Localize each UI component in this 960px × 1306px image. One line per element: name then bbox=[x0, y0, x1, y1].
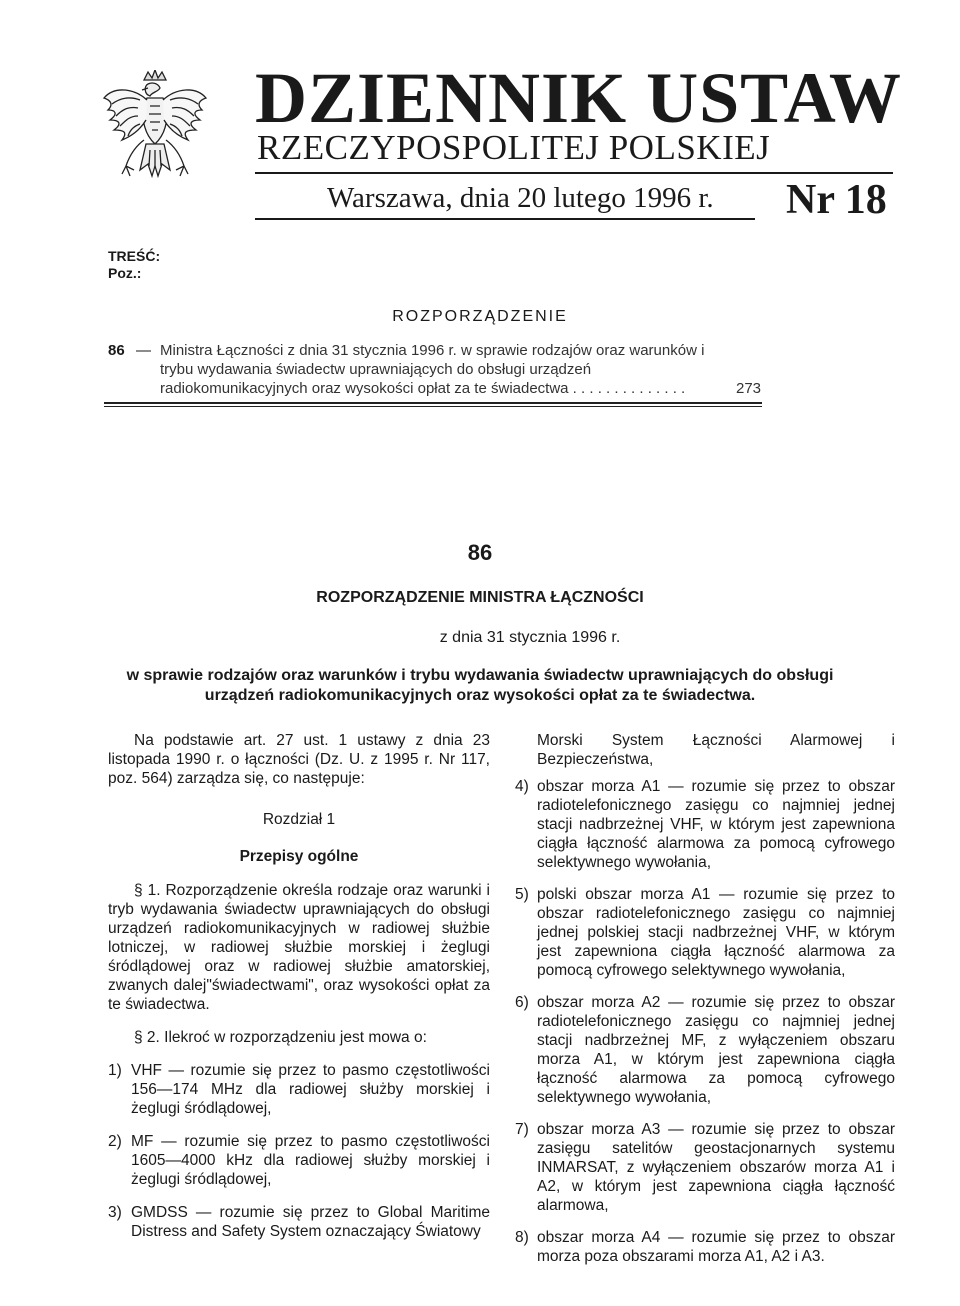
contents-rule-thin bbox=[104, 406, 762, 407]
definition-number: 4) bbox=[515, 778, 529, 795]
act-title: ROZPORZĄDZENIE MINISTRA ŁĄCZNOŚCI bbox=[316, 589, 644, 606]
definition-number: 8) bbox=[515, 1229, 529, 1246]
left-column bbox=[108, 731, 490, 1241]
contents-entry-text: Ministra Łączności z dnia 31 stycznia 1996 r. w sprawie rodzajów oraz warunków i trybu wydawania świadectw uprawniających do obsługi urządzeń radiokomunikacyjnych oraz wysokości opłat za te świadectwa . . . . . . . . . . . . . . bbox=[160, 342, 705, 397]
definition-number: 7) bbox=[515, 1121, 529, 1138]
definition-number: 6) bbox=[515, 994, 529, 1011]
definition-continuation: Morski System Łączności Alarmowej i Bezpieczeństwa, bbox=[537, 732, 895, 768]
date-rule bbox=[255, 218, 755, 220]
chapter-number: Rozdział 1 bbox=[262, 811, 336, 828]
definition-text: obszar morza A1 — rozumie się przez to obszar radiotelefonicznego zasięgu co najmniej jednej stacji nadbrzeżnej VHF, w którym jest zapewniona ciągła łączność alarmowa za pomocą cyfrowego selektywnego wywołania, bbox=[537, 778, 895, 871]
definition-item bbox=[515, 1228, 895, 1266]
definition-number: 2) bbox=[108, 1133, 122, 1150]
issue-number: Nr 18 bbox=[786, 177, 887, 223]
definition-text: MF — rozumie się przez to pasmo częstotliwości 1605—4000 kHz dla radiowej służby morskiej i żeglugi śródlądowej, bbox=[131, 1133, 490, 1188]
right-column bbox=[515, 731, 895, 1266]
definition-item bbox=[515, 777, 895, 872]
masthead-rule bbox=[255, 172, 893, 174]
act-subject: w sprawie rodzajów oraz warunków i trybu wydawania świadectw uprawniających do obsługi urządzeń radiokomunikacyjnych oraz wysokości opłat za te świadectwa. bbox=[126, 667, 834, 704]
preamble: Na podstawie art. 27 ust. 1 ustawy z dnia 23 listopada 1990 r. o łączności (Dz. U. z 1995 r. Nr 117, poz. 564) zarządza się, co następuje: bbox=[108, 732, 490, 787]
contents-poz-label: Poz.: bbox=[108, 265, 142, 281]
definition-number: 3) bbox=[108, 1204, 122, 1221]
contents-heading: TREŚĆ: bbox=[108, 248, 161, 264]
definition-text: obszar morza A3 — rozumie się przez to obszar zasięgu satelitów geostacjonarnych systemu INMARSAT, z wyłączeniem obszarów morza A1 i A2, w którym jest zapewniona ciągła łączność alarmowa, bbox=[537, 1121, 895, 1214]
journal-subtitle: RZECZYPOSPOLITEJ POLSKIEJ bbox=[257, 128, 771, 167]
journal-title: DZIENNIK USTAW bbox=[255, 58, 902, 138]
act-number: 86 bbox=[467, 540, 493, 565]
chapter-title: Przepisy ogólne bbox=[239, 848, 359, 865]
contents-entry-dash: — bbox=[136, 342, 151, 359]
definition-text: GMDSS — rozumie się przez to Global Maritime Distress and Safety System oznaczający Światowy bbox=[131, 1204, 490, 1240]
contents-entry-page: 273 bbox=[736, 380, 762, 397]
definition-text: polski obszar morza A1 — rozumie się przez to obszar radiotelefonicznego zasięgu co najmniej jednej polskiej stacji nadbrzeżnej VHF, w którym jest zapewniona ciągła łączność alarmowa za pomocą cyfrowego selektywnego wywołania, bbox=[537, 886, 895, 979]
definition-number: 5) bbox=[515, 886, 529, 903]
definition-number: 1) bbox=[108, 1062, 122, 1079]
definition-item bbox=[515, 993, 895, 1107]
contents-section-title: ROZPORZĄDZENIE bbox=[392, 308, 568, 325]
definition-item bbox=[108, 1132, 490, 1189]
contents-rule bbox=[104, 402, 762, 404]
definition-item bbox=[515, 885, 895, 980]
definition-item bbox=[515, 1120, 895, 1215]
paragraph-1: § 1. Rozporządzenie określa rodzaje oraz warunki i tryb wydawania świadectw uprawniających do obsługi urządzeń radiokomunikacyjnych w radiowej służbie lotniczej, w radiowej służbie morskiej i żeglugi śródlądowej oraz w radiowej służbie amatorskiej, zwanych dalej"świadectwami", oraz wysokości opłat za te świadectwa. bbox=[108, 882, 490, 1013]
definition-item bbox=[108, 1061, 490, 1118]
contents-entry-number: 86 bbox=[108, 342, 125, 359]
paragraph-2: § 2. Ilekroć w rozporządzeniu jest mowa o: bbox=[134, 1029, 427, 1046]
definition-text: obszar morza A2 — rozumie się przez to obszar radiotelefonicznego zasięgu co najmniej jednej stacji nadbrzeżnej MF, z wyłączeniem obszaru morza A1, w którym jest zapewniona ciągła łączność alarmowa za pomocą cyfrowego selektywnego wywołania, bbox=[537, 994, 895, 1106]
definition-text: VHF — rozumie się przez to pasmo częstotliwości 156—174 MHz dla radiowej służby morskiej i żeglugi śródlądowej, bbox=[131, 1062, 490, 1117]
definition-text: obszar morza A4 — rozumie się przez to obszar morza poza obszarami morza A1, A2 i A3. bbox=[537, 1229, 895, 1265]
place-date: Warszawa, dnia 20 lutego 1996 r. bbox=[327, 182, 714, 214]
definition-item bbox=[108, 1203, 490, 1241]
polish-eagle-emblem bbox=[100, 70, 210, 200]
act-date: z dnia 31 stycznia 1996 r. bbox=[439, 629, 621, 646]
